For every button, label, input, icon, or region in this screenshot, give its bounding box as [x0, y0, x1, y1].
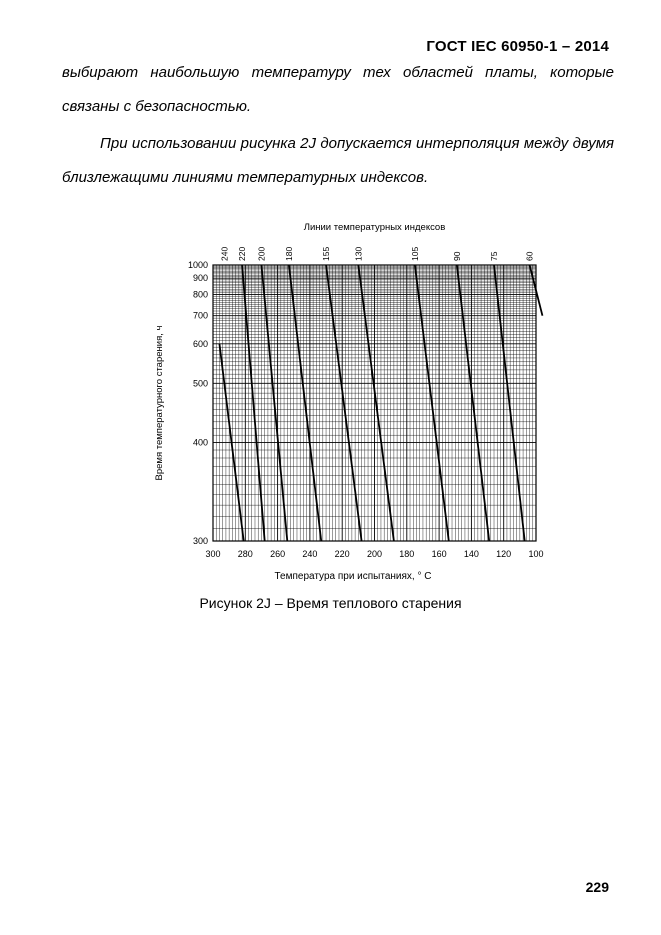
index-label-155: 155 — [321, 246, 332, 261]
y-tick-label: 800 — [192, 289, 208, 300]
y-axis-label: Время температурного старения, ч — [154, 325, 165, 481]
index-label-180: 180 — [283, 246, 294, 261]
x-tick-label: 140 — [463, 549, 479, 559]
page-number: 229 — [585, 879, 609, 895]
x-axis-label: Температура при испытаниях, ° С — [274, 571, 432, 582]
x-tick-label: 240 — [302, 549, 318, 559]
y-tick-label: 600 — [192, 338, 208, 349]
x-tick-label: 160 — [431, 549, 447, 559]
figure-caption: Рисунок 2J – Время теплового старения — [199, 595, 462, 611]
y-tick-label: 500 — [192, 378, 208, 389]
index-label-200: 200 — [256, 246, 267, 261]
y-tick-label: 400 — [192, 437, 208, 448]
y-tick-label: 300 — [192, 536, 208, 546]
y-tick-label: 700 — [192, 310, 208, 321]
x-tick-label: 180 — [399, 549, 415, 559]
x-tick-label: 120 — [496, 549, 512, 559]
index-label-105: 105 — [409, 246, 420, 261]
x-tick-label: 280 — [237, 549, 253, 559]
body-paragraph-2: При использовании рисунка 2J допускается интерполяция между двумя близлежащими линиями температурных индексов. — [62, 135, 614, 186]
index-label-75: 75 — [489, 251, 500, 261]
index-label-90: 90 — [451, 251, 462, 261]
y-tick-label: 1000 — [187, 260, 208, 270]
body-paragraph-1: выбирают наибольшую температуру тех областей платы, которые связаны с безопасностью. — [62, 64, 614, 115]
x-tick-label: 220 — [334, 549, 350, 559]
x-tick-label: 100 — [528, 549, 544, 559]
index-label-240: 240 — [219, 246, 230, 261]
x-tick-label: 260 — [270, 549, 286, 559]
index-label-130: 130 — [353, 246, 364, 261]
aging-time-chart — [140, 212, 560, 592]
document-header: ГОСТ IEC 60950-1 – 2014 — [426, 38, 609, 55]
chart-title: Линии температурных индексов — [303, 222, 446, 233]
y-tick-label: 900 — [192, 273, 208, 284]
x-tick-label: 300 — [205, 549, 221, 559]
x-tick-label: 200 — [366, 549, 383, 559]
index-label-220: 220 — [237, 246, 248, 261]
index-label-60: 60 — [524, 251, 535, 261]
